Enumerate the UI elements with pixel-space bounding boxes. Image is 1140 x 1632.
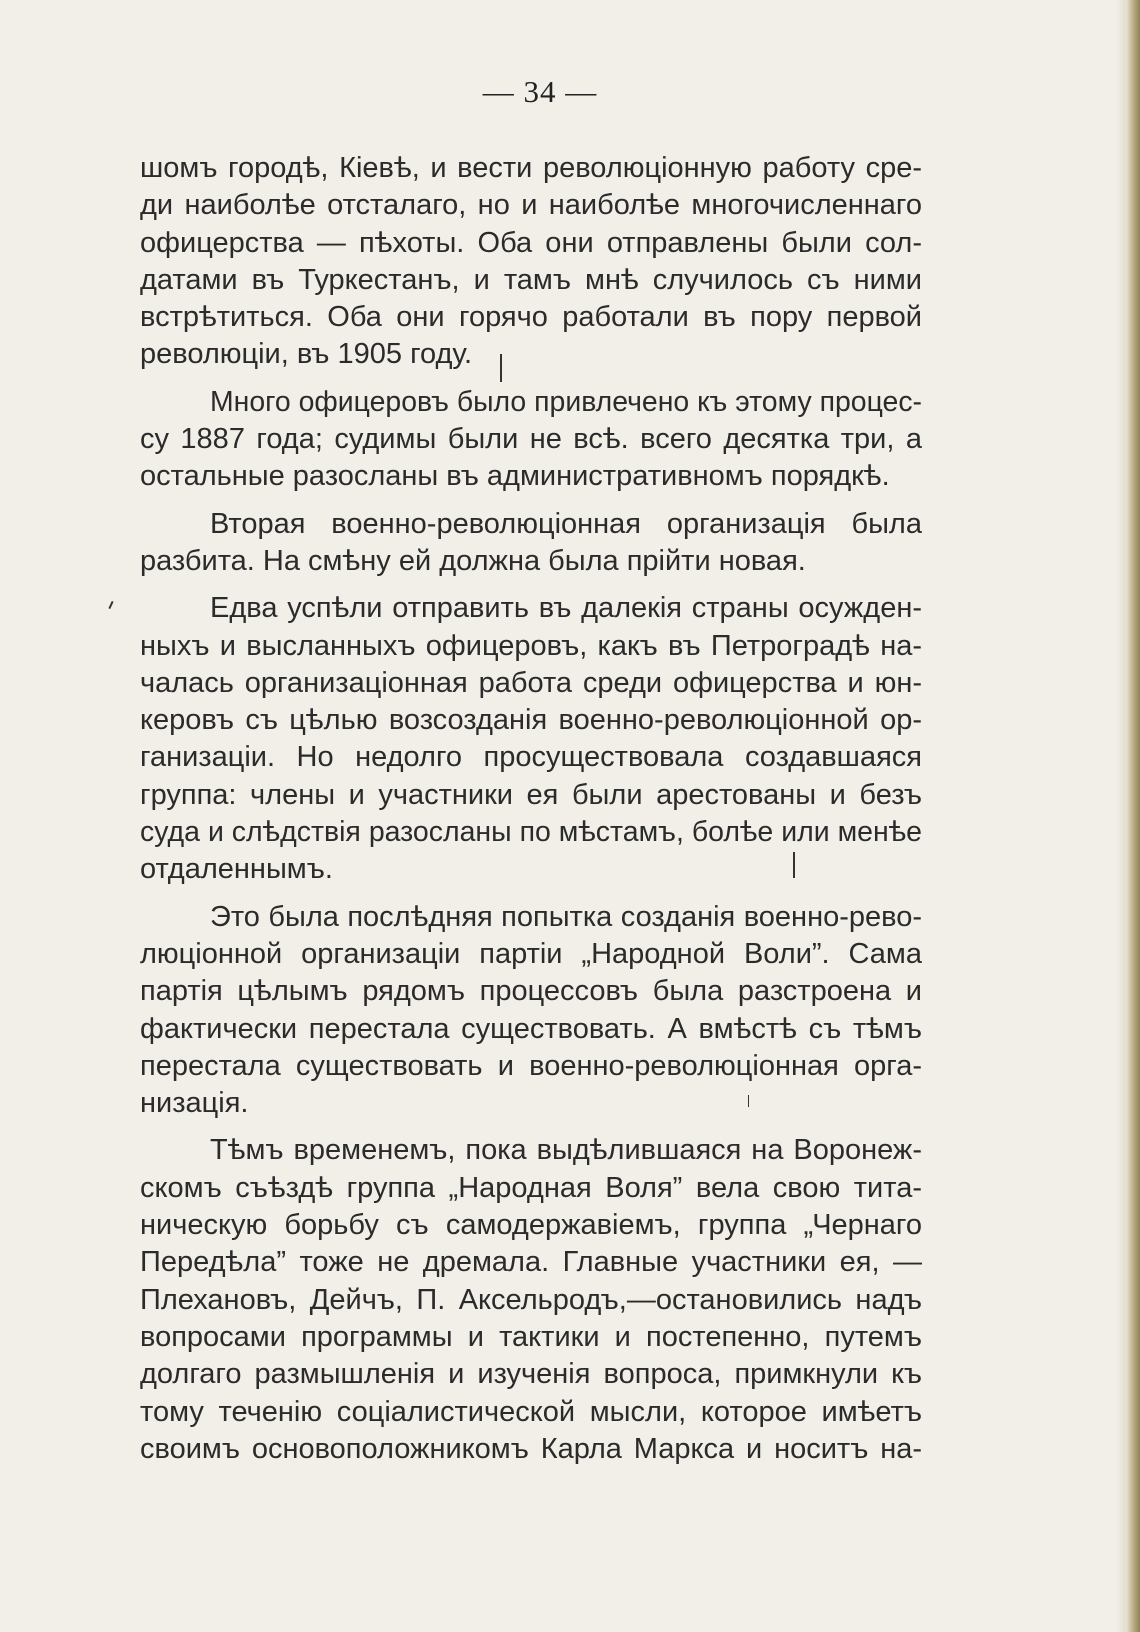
text-line: встрѣтиться. Оба они горячо работали въ пору первой	[140, 301, 922, 334]
text-line: остальные разосланы въ административномъ порядкѣ.	[140, 460, 890, 493]
text-line: шомъ городѣ, Кіевѣ, и вести революціонную работу сре-	[140, 152, 922, 184]
page-edge-shadow	[1116, 0, 1126, 1632]
text-line: Тѣмъ временемъ, пока выдѣлившаяся на Воронеж-	[210, 1134, 922, 1167]
text-line: скомъ съѣздѣ группа „Народная Воля” вела свою тита-	[140, 1171, 922, 1204]
text-line: ди наиболѣе отсталаго, но и наиболѣе многочисленнаго	[140, 189, 922, 222]
text-line: офицерства — пѣхоты. Оба они отправлены были сол-	[140, 226, 922, 259]
text-line: Едва успѣли отправить въ далекія страны осужден-	[210, 592, 922, 625]
text-line: вопросами программы и тактики и постепенно, путемъ	[140, 1320, 922, 1353]
paragraph	[140, 590, 922, 888]
margin-mark	[500, 354, 502, 382]
text-line: Плехановъ, Дейчъ, П. Аксельродъ,—остановились надъ	[140, 1283, 922, 1316]
text-line: чалась организаціонная работа среди офицерства и юн-	[140, 666, 922, 699]
text-line: Передѣла” тоже не дремала. Главные участники ея, —	[140, 1246, 922, 1279]
text-line: революціи, въ 1905 году.	[140, 338, 473, 371]
text-line: группа: члены и участники ея были арестованы и безъ	[140, 778, 922, 811]
text-line: суда и слѣдствія разосланы по мѣстамъ, болѣе или менѣе	[140, 816, 922, 849]
text-line: ныхъ и высланныхъ офицеровъ, какъ въ Петроградѣ на-	[140, 629, 922, 662]
text-line: разбита. На смѣну ей должна была прійти новая.	[140, 544, 806, 577]
text-line: отдаленнымъ.	[140, 853, 333, 886]
text-line: ническую борьбу съ самодержавіемъ, группа „Чернаго	[140, 1209, 922, 1242]
text-line: Это была послѣдняя попытка созданія военно-рево-	[210, 900, 922, 933]
paragraph	[140, 150, 922, 374]
margin-mark	[108, 601, 113, 609]
text-line: Много офицеровъ было привлечено къ этому процес-	[210, 385, 922, 418]
margin-mark	[793, 852, 795, 878]
text-line: долгаго размышленія и изученія вопроса, примкнули къ	[140, 1358, 922, 1391]
text-line: керовъ съ цѣлью возсозданія военно-революціонной ор-	[140, 704, 922, 737]
text-line: тому теченію соціалистической мысли, которое имѣетъ	[140, 1395, 922, 1428]
margin-mark	[748, 1095, 749, 1107]
page-number: — 34 —	[482, 74, 598, 109]
text-line: фактически перестала существовать. А вмѣстѣ съ тѣмъ	[140, 1012, 922, 1045]
paragraph	[140, 506, 922, 581]
paragraph	[140, 1132, 922, 1468]
text-line: ганизаціи. Но недолго просуществовала создавшаяся	[140, 741, 922, 774]
text-line: Вторая военно-революціонная организація была	[210, 507, 922, 540]
text-line: датами въ Туркестанъ, и тамъ мнѣ случилось съ ними	[140, 263, 922, 296]
paragraph	[140, 899, 922, 1123]
paragraph	[140, 384, 922, 496]
text-line: перестала существовать и военно-революціонная орга-	[140, 1049, 922, 1082]
text-line: партія цѣлымъ рядомъ процессовъ была разстроена и	[140, 975, 922, 1008]
text-line: су 1887 года; судимы были не всѣ. всего десятка три, а	[140, 423, 922, 456]
text-line: люціонной организаціи партіи „Народной Воли”. Сама	[140, 937, 922, 970]
body-text	[140, 150, 922, 1468]
page-edge	[1126, 0, 1140, 1632]
text-line: низація.	[140, 1087, 249, 1120]
text-line: своимъ основоположникомъ Карла Маркса и носитъ на-	[140, 1432, 922, 1465]
